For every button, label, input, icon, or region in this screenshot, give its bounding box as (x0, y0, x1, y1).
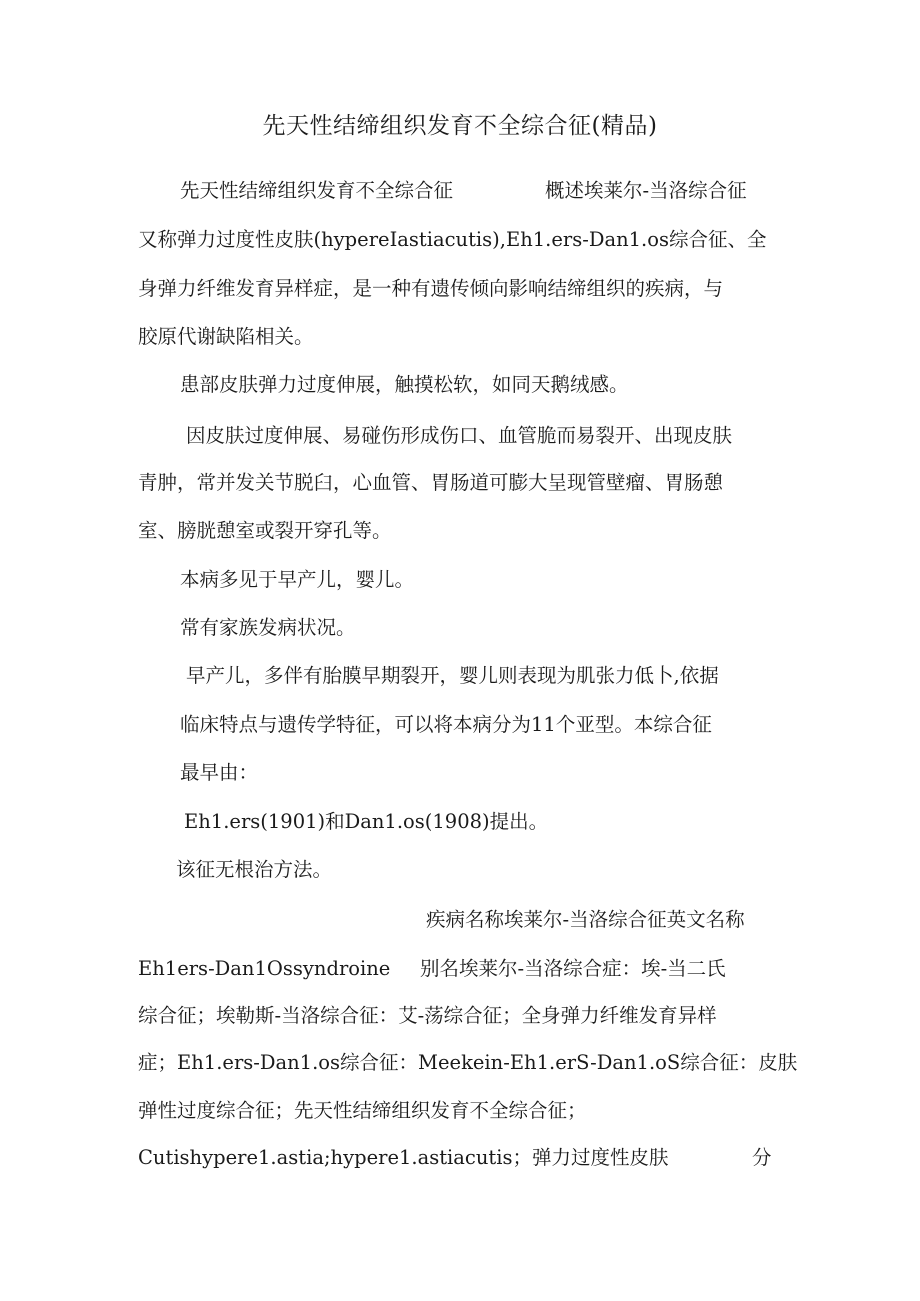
line-4: 胶原代谢缺陷相关。 (138, 325, 314, 348)
line-8: 室、膀胱憩室或裂开穿孔等。 (138, 519, 392, 542)
line-17b: 别名埃莱尔-当洛综合症：埃-当二氏 (420, 957, 726, 980)
line-1a: 先天性结缔组织发育不全综合征 (180, 179, 454, 202)
line-3: 身弹力纤维发育异样症，是一种有遗传倾向影响结缔组织的疾病，与 (138, 277, 724, 300)
line-1b: 概述埃莱尔-当洛综合征 (545, 179, 747, 202)
line-7: 青肿，常并发关节脱臼，心血管、胃肠道可膨大呈现管壁瘤、胃肠憩 (138, 471, 724, 494)
line-9: 本病多见于早产儿，婴儿。 (180, 568, 415, 591)
line-21b: 分 (752, 1146, 772, 1169)
line-11: 早产儿，多伴有胎膜早期裂开，婴儿则表现为肌张力低卜,依据 (186, 664, 719, 687)
line-19: 症；Eh1.ers-Dan1.os综合征：Meekein-Eh1.erS-Dan1.oS综合征：皮肤 (138, 1051, 798, 1074)
line-12: 临床特点与遗传学特征，可以将本病分为11个亚型。本综合征 (180, 713, 712, 736)
line-13: 最早由： (180, 761, 259, 784)
line-14: Eh1.ers(1901)和Dan1.os(1908)提出。 (184, 810, 549, 833)
line-15: 该征无根治方法。 (176, 858, 333, 881)
line-5: 患部皮肤弹力过度伸展，触摸松软，如同天鹅绒感。 (180, 373, 629, 396)
line-6: 因皮肤过度伸展、易碰伤形成伤口、血管脆而易裂开、出现皮肤 (186, 424, 733, 447)
line-17a: Eh1ers-Dan1Ossyndroine (138, 957, 391, 980)
line-10: 常有家族发病状况。 (180, 616, 356, 639)
line-18: 综合征；埃勒斯-当洛综合征：艾-荡综合征；全身弹力纤维发育异样 (138, 1004, 717, 1027)
line-21a: Cutishypere1.astia;hypere1.astiacutis；弹力过度性皮肤 (138, 1146, 669, 1169)
line-20: 弹性过度综合征；先天性结缔组织发育不全综合征； (138, 1099, 587, 1122)
document-title: 先天性结缔组织发育不全综合征(精品) (262, 113, 658, 139)
line-2: 又称弹力过度性皮肤(hypereIastiacutis),Eh1.ers-Dan1.os综合征、全 (138, 228, 767, 251)
line-16: 疾病名称埃莱尔-当洛综合征英文名称 (426, 908, 745, 931)
